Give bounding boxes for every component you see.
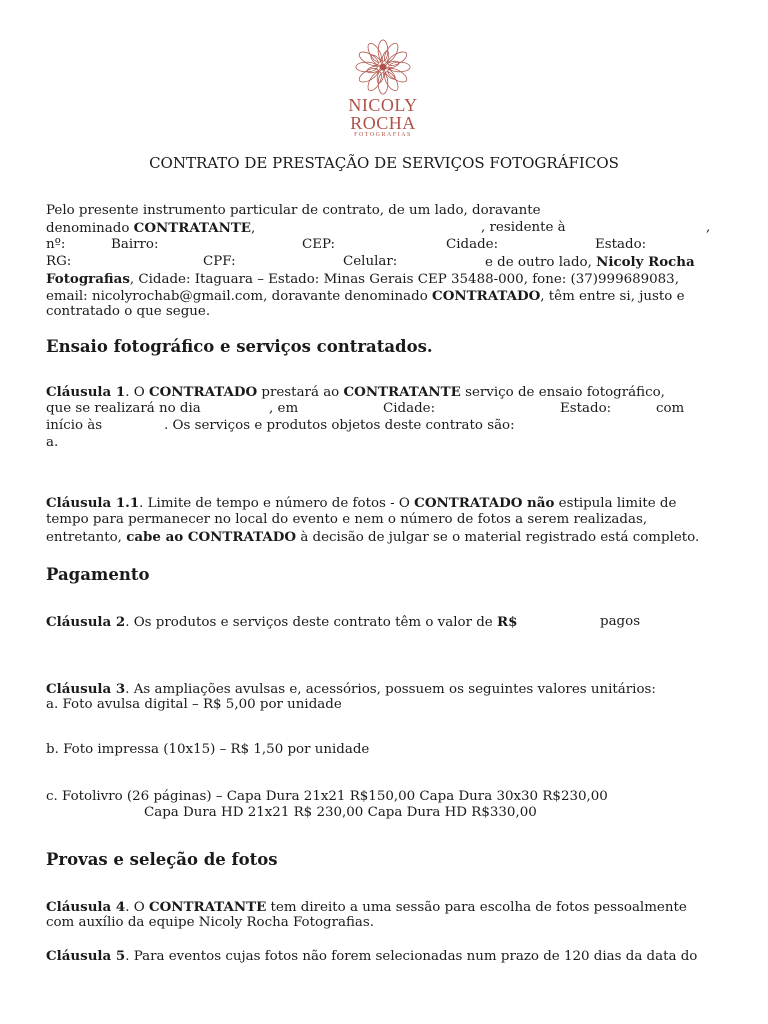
section-heading-ensaio: Ensaio fotográfico e serviços contratados. [46,337,433,356]
clause-4-line-2: com auxílio da equipe Nicoly Rocha Fotografias. [46,915,375,930]
brand-name: NICOLY ROCHA [348,95,418,133]
intro-residente: , residente à [481,220,566,235]
document-title: CONTRATO DE PRESTAÇÃO DE SERVIÇOS FOTOGRÁFICOS [149,154,619,172]
intro-line-1: Pelo presente instrumento particular de contrato, de um lado, doravante [46,203,541,218]
brand-subtitle: FOTOGRAFIAS [354,132,412,138]
flower-logo-icon [354,38,412,96]
field-celular: Celular: [343,254,398,269]
clause-3-line-1: Cláusula 3. As ampliações avulsas e, acessórios, possuem os seguintes valores unitários: [46,681,656,697]
clause-4-line-1: Cláusula 4. O CONTRATANTE tem direito a uma sessão para escolha de fotos pessoalmente [46,899,687,915]
field-estado: Estado: [595,237,647,252]
intro-line-5: Fotografias, Cidade: Itaguara – Estado: Minas Gerais CEP 35488-000, fone: (37)999689083, [46,271,679,287]
intro-outro-lado: e de outro lado, Nicoly Rocha [485,254,695,270]
clause-1-1-line-3: entretanto, cabe ao CONTRATADO à decisão de julgar se o material registrado está completo. [46,529,700,545]
clause-1-cidade: Cidade: [383,401,436,416]
section-heading-provas: Provas e seleção de fotos [46,850,278,869]
field-cpf: CPF: [203,254,236,269]
clause-1-item-a: a. [46,435,59,450]
field-cidade: Cidade: [446,237,499,252]
intro-line-2: denominado CONTRATANTE, [46,220,256,236]
clause-2-pagos: pagos [600,614,641,629]
clause-5-line-1: Cláusula 5. Para eventos cujas fotos não forem selecionadas num prazo de 120 dias da data do [46,948,698,964]
clause-3-item-c-cont: Capa Dura HD 21x21 R$ 230,00 Capa Dura HD R$330,00 [144,805,537,820]
logo [318,38,448,138]
intro-comma: , [706,220,711,235]
field-cep: CEP: [302,237,336,252]
clause-1-estado: Estado: [560,401,612,416]
clause-2: Cláusula 2. Os produtos e serviços deste contrato têm o valor de R$ [46,614,518,630]
clause-1-line-1: Cláusula 1. O CONTRATADO prestará ao CONTRATANTE serviço de ensaio fotográfico, [46,384,665,400]
clause-1-inicio: início às [46,418,103,433]
clause-1-1-line-2: tempo para permanecer no local do evento e nem o número de fotos a serem realizadas, [46,512,648,527]
field-bairro: Bairro: [111,237,159,252]
field-numero: nº: [46,237,66,252]
field-rg: RG: [46,254,72,269]
clause-1-em: , em [269,401,299,416]
clause-1-com: com [656,401,685,416]
clause-1-dia: que se realizará no dia [46,401,201,416]
clause-1-objetos: . Os serviços e produtos objetos deste contrato são: [164,418,515,433]
clause-3-item-a: a. Foto avulsa digital – R$ 5,00 por unidade [46,697,342,712]
clause-3-item-b: b. Foto impressa (10x15) – R$ 1,50 por unidade [46,742,370,757]
intro-line-6: email: nicolyrochab@gmail.com, doravante denominado CONTRATADO, têm entre si, justo e [46,288,685,304]
section-heading-pagamento: Pagamento [46,565,150,584]
intro-line-7: contratado o que segue. [46,304,211,319]
clause-3-item-c: c. Fotolivro (26 páginas) – Capa Dura 21x21 R$150,00 Capa Dura 30x30 R$230,00 [46,789,608,804]
clause-1-1-line-1: Cláusula 1.1. Limite de tempo e número de fotos - O CONTRATADO não estipula limite de [46,495,677,511]
